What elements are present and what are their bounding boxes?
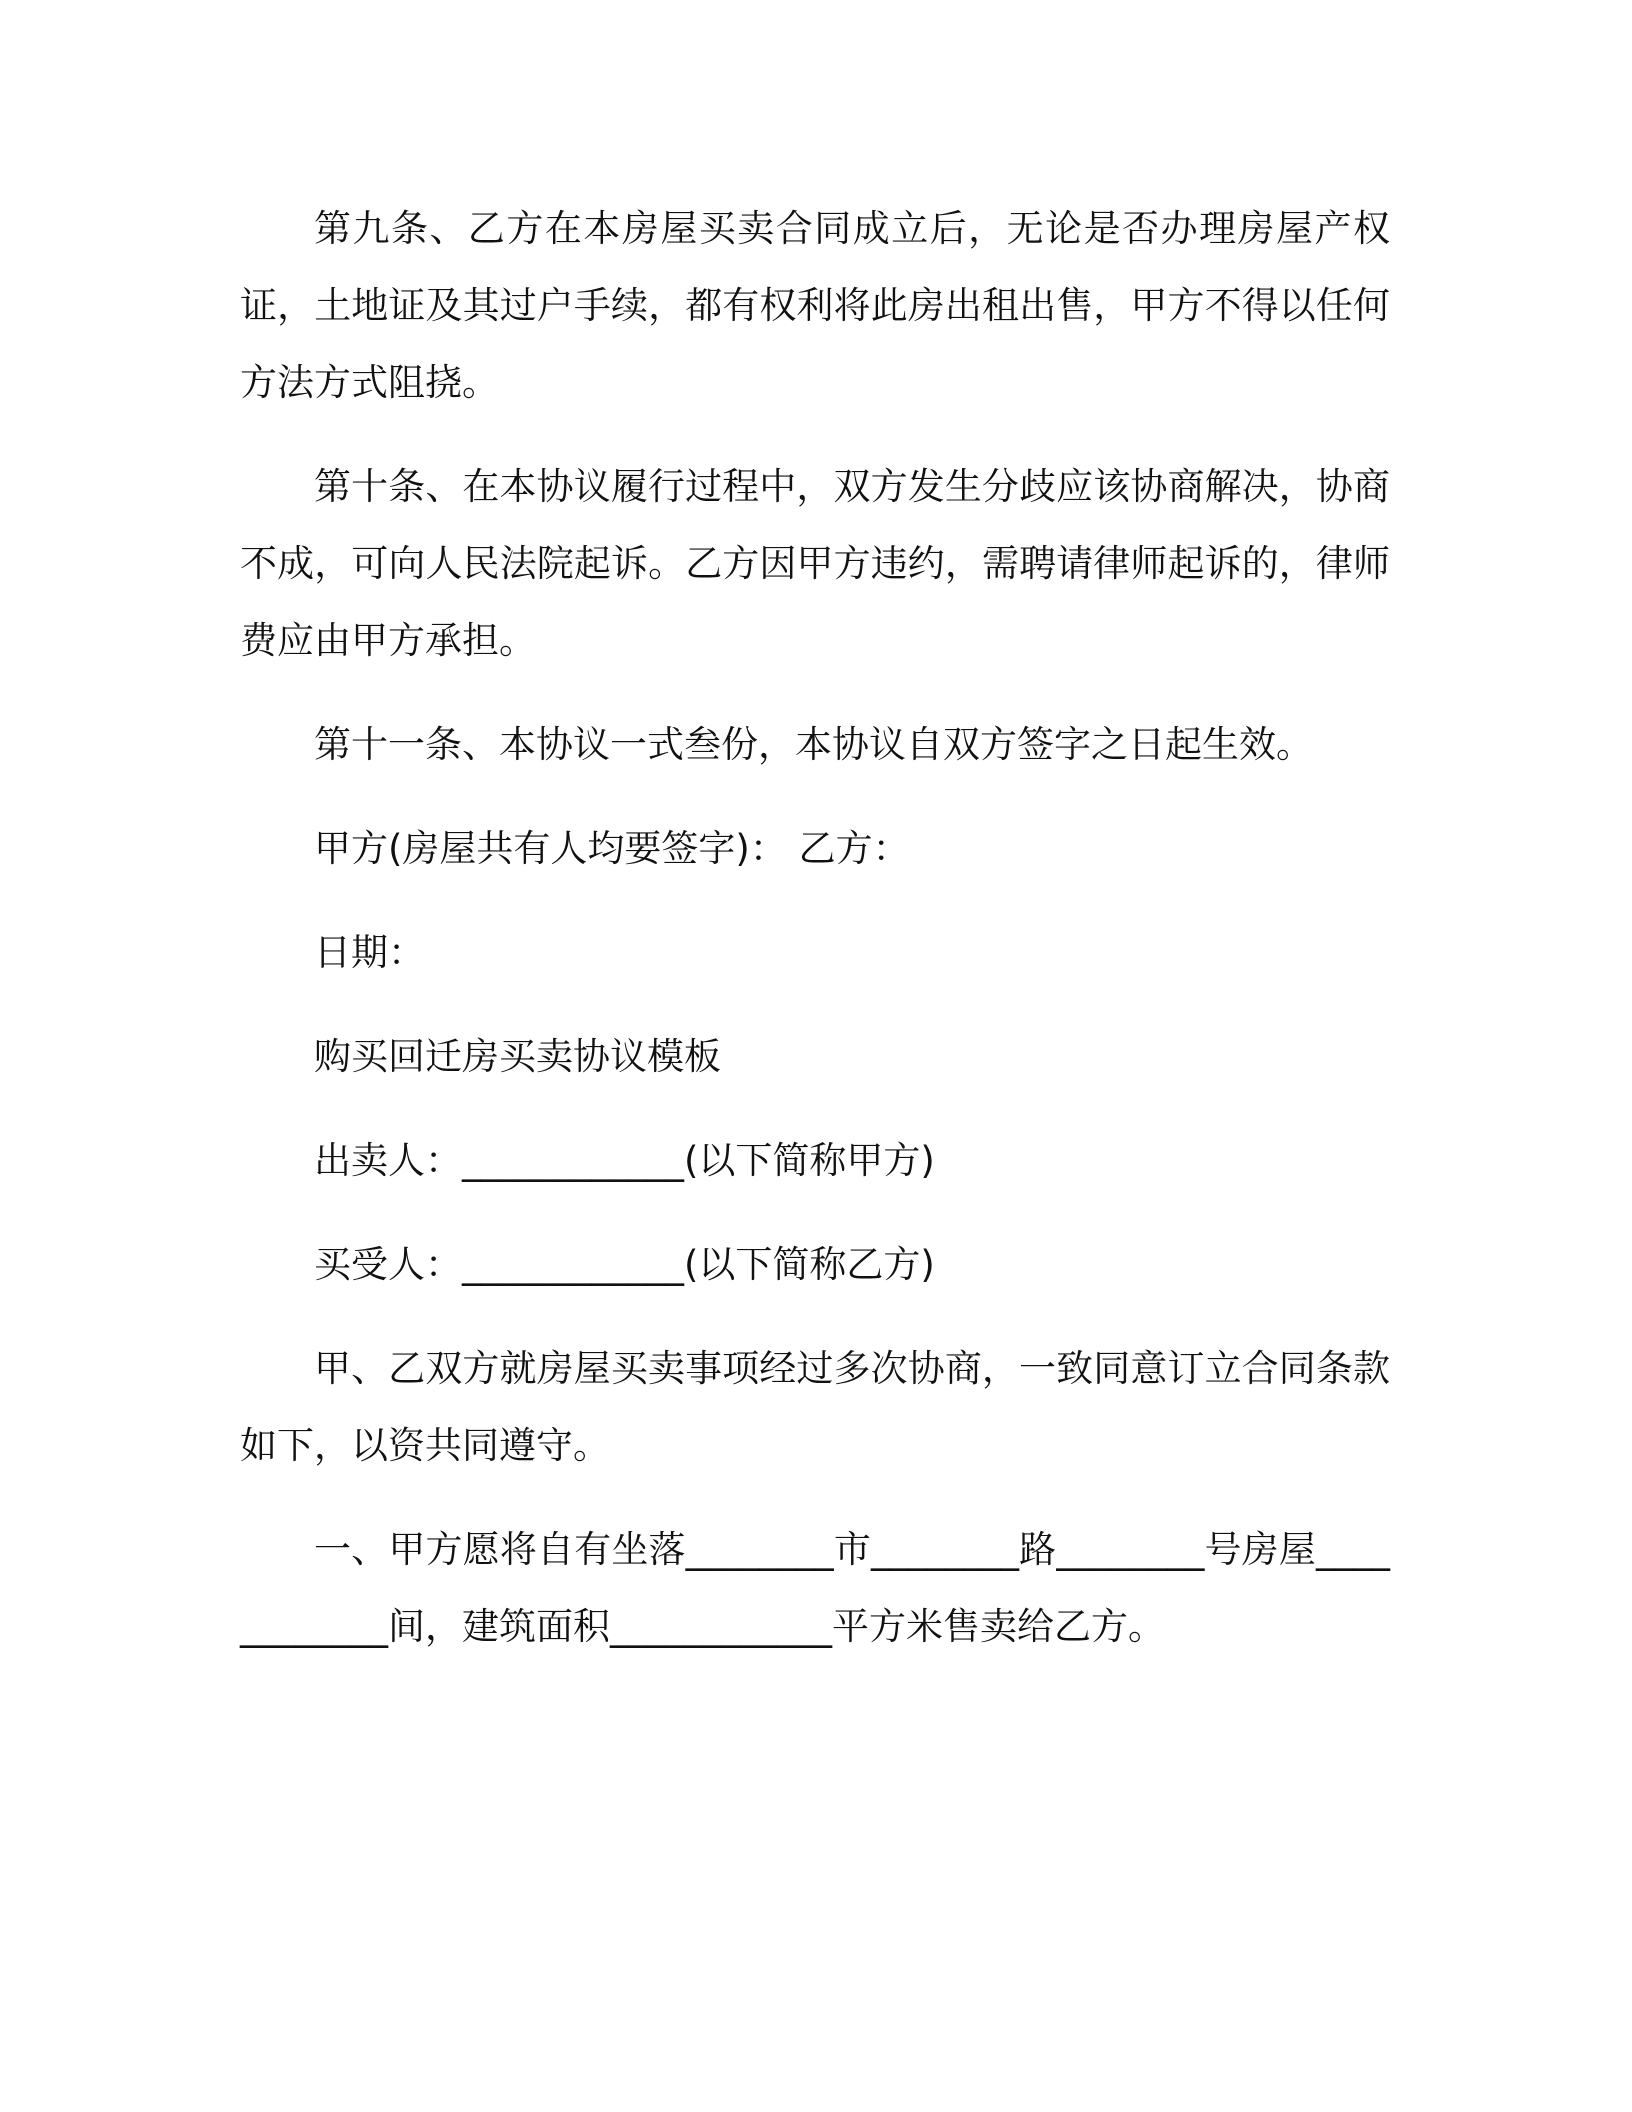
- document-page: [240, 190, 1390, 1692]
- template-title: 购买回迁房买卖协议模板: [314, 1035, 721, 1078]
- clause-11: 第十一条、本协议一式叁份，本协议自双方签字之日起生效。: [314, 723, 1313, 766]
- seller-line: 出卖人：____________(以下简称甲方): [314, 1139, 935, 1182]
- buyer-line: 买受人：____________(以下简称乙方): [314, 1243, 935, 1286]
- date-line: 日期：: [314, 931, 425, 974]
- clause-1: 一、甲方愿将自有坐落________市________路________号房屋____________间，建筑面积____________平方米售卖给乙方。: [240, 1528, 1390, 1648]
- clause-9: 第九条、乙方在本房屋买卖合同成立后，无论是否办理房屋产权证，土地证及其过户手续，都有权利将此房出租出售，甲方不得以任何方法方式阻挠。: [240, 207, 1390, 404]
- clause-10: 第十条、在本协议履行过程中，双方发生分歧应该协商解决，协商不成，可向人民法院起诉。乙方因甲方违约，需聘请律师起诉的，律师费应由甲方承担。: [240, 465, 1390, 662]
- signature-line: 甲方(房屋共有人均要签字)： 乙方：: [314, 827, 910, 870]
- agreement-intro: 甲、乙双方就房屋买卖事项经过多次协商，一致同意订立合同条款如下，以资共同遵守。: [240, 1347, 1390, 1467]
